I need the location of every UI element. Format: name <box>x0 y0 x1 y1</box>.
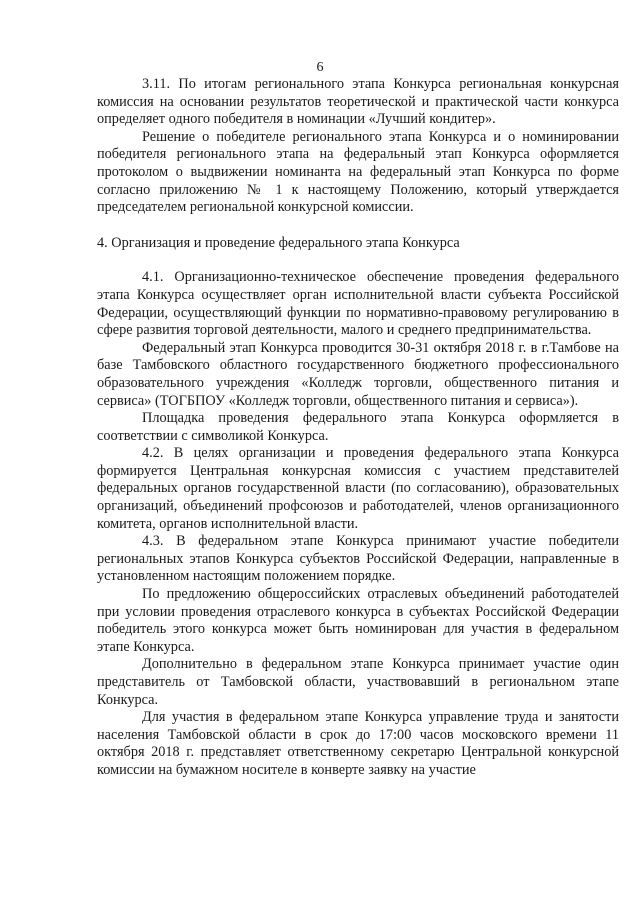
paragraph-4-3: 4.3. В федеральном этапе Конкурса принимают участие победители региональных этапов Конкурса субъектов Российской Федерации, направленные в установленном настоящим положением порядке. <box>97 533 619 585</box>
paragraph-application-deadline: Для участия в федеральном этапе Конкурса управление труда и занятости населения Тамбовской области в срок до 17:00 часов московского времени 11 октября 2018 г. представляет ответственному секретарю Центральной конкурсной комиссии на бумажном носителе в конверте заявку на участие <box>97 709 619 778</box>
paragraph-4-2: 4.2. В целях организации и проведения федерального этапа Конкурса формируется Центральная конкурсная комиссия с участием представителей федеральных органов государственной власти (по согласованию), образовательных организаций, объединений профсоюзов и работодателей, членов организационного комитета, органов исполнительной власти. <box>97 445 619 532</box>
paragraph-venue-symbolics: Площадка проведения федерального этапа Конкурса оформляется в соответствии с символикой Конкурса. <box>97 410 619 444</box>
paragraph-3-11: 3.11. По итогам регионального этапа Конкурса региональная конкурсная комиссия на основании результатов теоретической и практической части конкурса определяет одного победителя в номинации «Лучший кондитер». <box>97 76 619 128</box>
page-number: 6 <box>316 60 324 75</box>
section-heading: 4. Организация и проведение федерального этапа Конкурса <box>97 234 460 251</box>
paragraph-federal-stage-venue: Федеральный этап Конкурса проводится 30-31 октября 2018 г. в г.Тамбове на базе Тамбовского областного государственного бюджетного профессионального образовательного учреждения «Колледж торговли, общественного питания и сервиса» (ТОГБПОУ «Колледж торговли, общественного питания и сервиса»). <box>97 339 619 409</box>
paragraph-4-1: 4.1. Организационно-техническое обеспечение проведения федерального этапа Конкурса осуществляет орган исполнительной власти субъекта Российской Федерации, осуществляющий функции по нормативно-правовому регулированию в сфере развития торговой деятельности, малого и среднего предпринимательства. <box>97 269 619 339</box>
paragraph-decision: Решение о победителе регионального этапа Конкурса и о номинировании победителя регионального этапа на федеральный этап Конкурса оформляется протоколом о выдвижении номинанта на федеральный этап Конкурса по форме согласно приложению № 1 к настоящему Положению, который утверждается председателем региональной конкурсной комиссии. <box>97 128 619 216</box>
paragraph-tambov-representative: Дополнительно в федеральном этапе Конкурса принимает участие один представитель от Тамбовской области, участвовавший в региональном этапе Конкурса. <box>97 656 619 708</box>
paragraph-employers-nomination: По предложению общероссийских отраслевых объединений работодателей при условии проведения отраслевого конкурса в субъектах Российской Федерации победитель этого конкурса может быть номинирован для участия в федеральном этапе Конкурса. <box>97 586 619 655</box>
document-body <box>97 76 619 780</box>
